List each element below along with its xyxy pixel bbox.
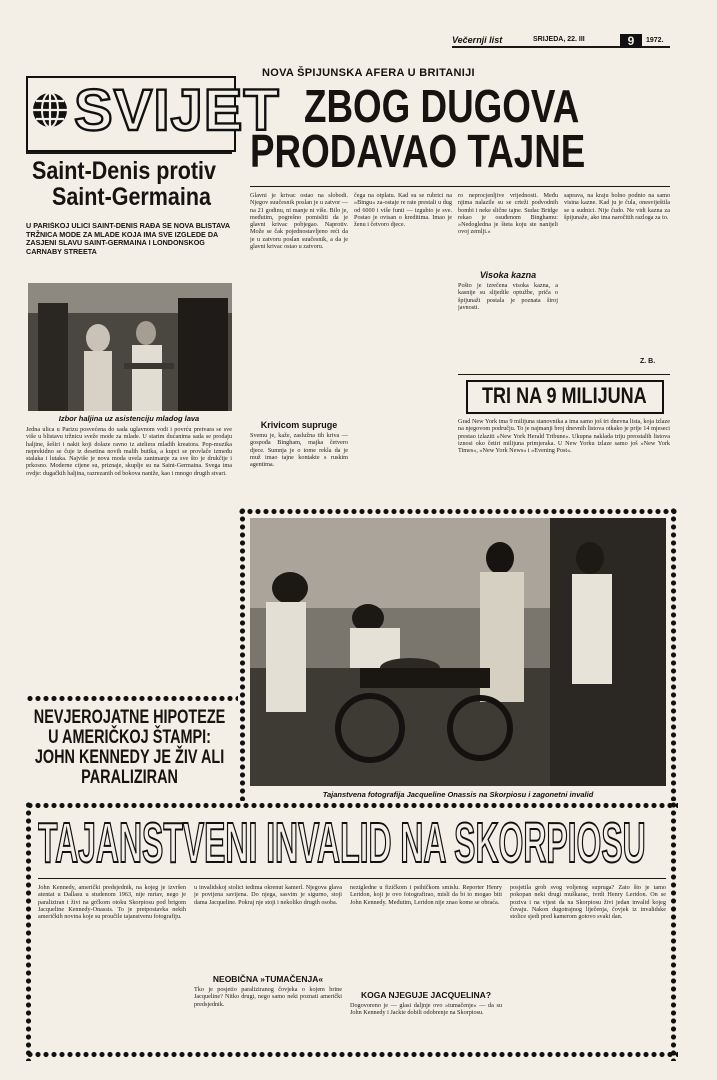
- left-deck: U PARIŠKOJ ULICI SAINT-DENIS RAĐA SE NOVA BLISTAVA TRŽNICA MODE ZA MLADE KOJA IMA SVE IZGLEDE DA ZASJENI SLAVU SAINT-GERMAINA I LONDONSKOG CARNABY STREETA: [26, 222, 230, 256]
- paper-name: Večernji list: [452, 35, 503, 45]
- bottom-dots-bottom: [26, 1050, 678, 1059]
- box-rule: [458, 374, 670, 375]
- bottom-col-4: posjetila grob svog voljenog supruga? Zato što je tamo pokopan neki drugi muškarac, tvrdi Henry Leridon. On se poziva i na vijest da na Skorpiosu živi jedan invalid kojeg čuvaju. Nakon dugotrajnog liječenja, čovjek iz invalidske stolice sjedi pred kamerom gotovo svaki dan.: [510, 884, 666, 921]
- bottom-dots-right: [669, 801, 678, 1061]
- box-body: Grad New York ima 9 milijuna stanovnika a ima samo još tri dnevna lista, koja izlaze na njegovom području. To je najmanji broj dnevnih listova otkako je prije 14 mjeseci prestao izlaziti »New York Herald Tribune«. Ukupna naklada triju preostalih listova iznosi oko četiri milijuna primjeraka. U New Yorku izlaze samo još »New York Times«, »New York News« i »Evening Post«.: [458, 418, 670, 455]
- page-number: 9: [620, 34, 642, 48]
- box-title: TRI NA 9 MILIJUNA: [482, 383, 647, 408]
- main-headline: [250, 82, 670, 186]
- box-title-frame: [466, 380, 664, 414]
- bottom-col-2-b: Tko je posjetio paraliziranog čovjeka o kojem brine Jacqueline? Nitko drugi, nego samo neki poznati američki predsjednik.: [194, 986, 342, 1008]
- bottom-subhead-2: NEOBIČNA »TUMAČENJA«: [212, 974, 324, 984]
- left-box-title: NEVJEROJATNE HIPOTEZE U AMERIČKOJ ŠTAMPI: JOHN KENNEDY JE ŽIV ALI PARALIZIRAN: [33, 708, 226, 788]
- bottom-col-1: John Kennedy, američki predsjednik, na kojeg je izvršen atentat u Dallasu u studenom 1963, nije mrtav, nego je paraliziran i živi na grčkom otoku Skorpiosu pod brigom Jacqueline Kennedy-Onassis. To je pretpostavka nekih američkih novina koje su proučile tajanstvenu fotografiju.: [38, 884, 186, 921]
- main-subhead-2: Visoka kazna: [479, 270, 537, 280]
- issue-date: SRIJEDA, 22. III: [533, 36, 585, 43]
- headline-line-2: PRODAVAO TAJNE: [250, 125, 586, 177]
- left-headline-line-1: Saint-Denis protiv: [32, 158, 216, 185]
- bottom-headline-rule: [38, 878, 666, 879]
- fashion-caption: Izbor haljina uz asistenciju mladog lava: [58, 414, 200, 423]
- bottom-col-3-b: Dogovoreno je — glasi daljnje ovo »tumačenje« — da su John Kennedy i Jackie dobili odobrenje na Skorpiosu.: [350, 1002, 502, 1017]
- bottom-subhead-3: KOGA NJEGUJE JACQUELINA?: [360, 990, 492, 1000]
- section-title: SVIJET: [74, 78, 280, 143]
- left-box-dots-top: [26, 694, 238, 703]
- main-col-1: Glavni je krivac ostao na slobodi. Njegov suučesnik poslan je u zatvor — na 21 godinu, ni manje ni više. Bilo je, međutim, pogrešno pomisliti da je glavni krivac pobjegao. Naprotiv. Može se čak pojednostavljeno reći da je u zatvoru poslan suučesnik, a da je glavni krivac ostao u zatvoru.: [250, 192, 348, 251]
- main-col-3-b: Pošto je izrečena visoka kazna, a kasnije su slijedile optužbe, priča o špijunaži postala je poznata široj javnosti.: [458, 282, 558, 311]
- main-col-4: saprava, na kraju bolno podnio na samo visina kazne. Kad ju je čula, onesviještila se u sudnici. Nije čudo. Ne vidi kazna za špijunaže, ako ima naročitih razloga za to.: [564, 192, 670, 221]
- bottom-headline-frame: [38, 812, 666, 876]
- left-headline-line-2: Saint-Germaina: [52, 183, 211, 211]
- section-logo: [26, 76, 280, 152]
- main-kicker: NOVA ŠPIJUNSKA AFERA U BRITANIJI: [262, 67, 475, 79]
- main-col-1-b: Svemu je, kaže, zaslužna tih kriva — gospođa Bingham, majka četvero djece. Sumnja je o tome rekla da je muž imao tajne kontakte s ruskim agentima.: [250, 432, 348, 469]
- left-box: [30, 708, 234, 804]
- bottom-dots-left: [24, 801, 33, 1061]
- main-col-3-a: ro neprocjenljive vrijednosti. Među njima nalazile su se crteži podvodnih bombi i neke slične tajne. Sudac Bridge rekao je osuđenom Binghamu: »Nedogledna je šteta koju ste nanijeli ovoj zemlji.«: [458, 192, 558, 236]
- main-subhead-1: Krivicom supruge: [260, 420, 338, 430]
- bottom-col-2: u invalidskoj stolici tedima okrenut kamerl. Njegova glava je povijena savijena. Do njega, sasvim je sigurno, stoji dama Jacqueline. Pokraj nje stoji i nekoliko drugih osoba.: [194, 884, 342, 906]
- bottom-dots-top: [26, 801, 678, 810]
- headline-line-1: ZBOG DUGOVA: [304, 82, 580, 132]
- headline-rule: [250, 186, 670, 187]
- onassis-photo: [250, 518, 666, 786]
- fashion-photo: [28, 283, 232, 411]
- left-story-body: Jedna ulica u Parizu posvećena do sada uglavnom vodi i povrću pretvara se sve više u blistavu tržnicu sveže mode za mlade. U starim dućanima sada se prodaju haljine, šeširi i nakit koji dolaze ravno iz ateliera mladih kreatora. Pop-muzika neprekidno se čuje iz desetina novih malih butika, a kupci se provlače između stalaka i lutaka. Najviše je nova moda uvela zanimanje za sve što je drukčije i prkosno. Moderne cijene su, priznaje, skuplje su na Saint-Germaina. Svega ima ovdje: dugačkih haljina, razrezanih od bokova naniže, kao i mnogo drugih stvari.: [26, 426, 232, 477]
- section-rule: [26, 152, 232, 154]
- main-signature: Z. B.: [640, 358, 656, 365]
- globe-icon: [30, 90, 70, 130]
- photo-dots-right: [669, 507, 678, 801]
- photo-caption: Tajanstvena fotografija Jacqueline Onassis na Skorpiosu i zagonetni invalid: [322, 790, 594, 799]
- main-col-2: čega na otplatu. Kad su se rubrici na »Bingu« za-ostaje re rate prestali u dug od 6000 i više funti — izgubio je sve. Postao je ovisan o kreditima. Imao je ženu i četvoro djece.: [354, 192, 452, 229]
- bottom-col-3: nezigledne u fizičkom i psihičkom smislu. Reporter Henry Leridon, koji je ovo fotografirao, misli da bi to mogao biti John Kennedy. Međutim, Leridon nije znao kome se obraća.: [350, 884, 502, 906]
- photo-dots-left: [238, 507, 247, 801]
- issue-year: 1972.: [646, 37, 664, 44]
- left-headline: [26, 158, 232, 218]
- bottom-headline: TAJANSTVENI INVALID NA SKORPIOSU: [38, 812, 646, 875]
- photo-dots-top: [238, 507, 678, 516]
